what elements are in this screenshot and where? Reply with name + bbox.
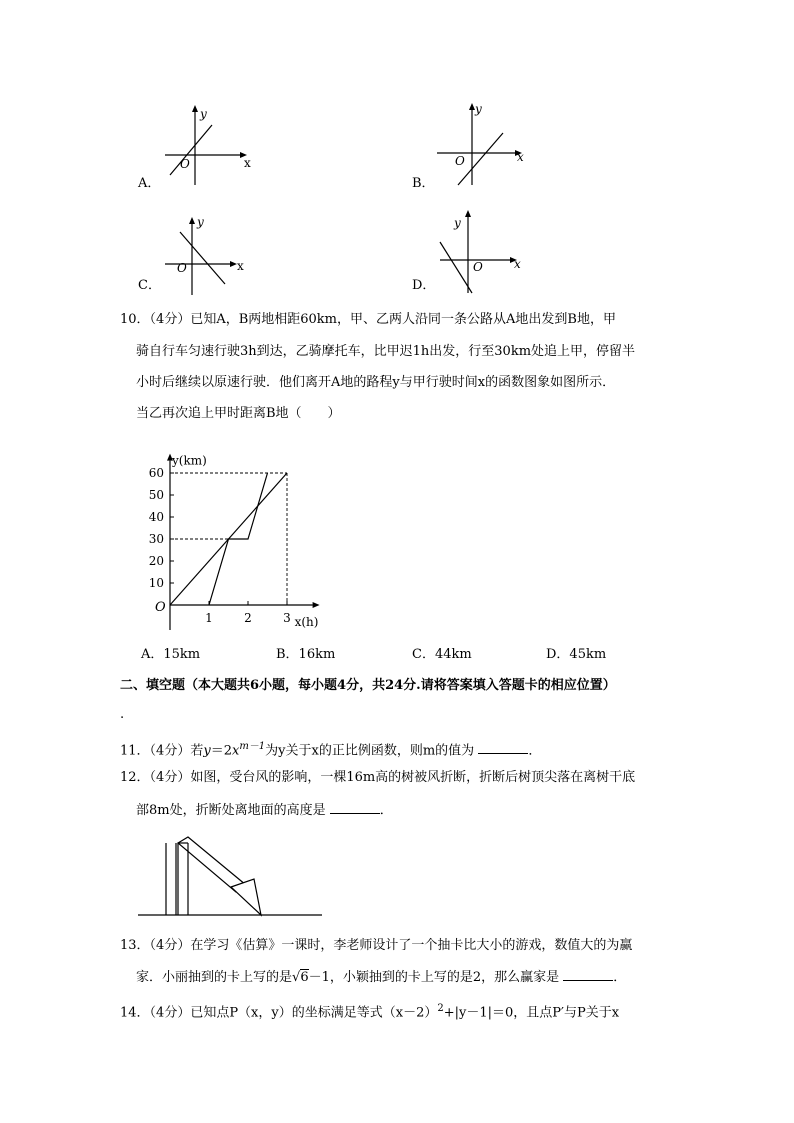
- q12-line2-wrap: [136, 801, 393, 820]
- q9c-y-label: y: [197, 215, 204, 229]
- x-tick-label-2: 2: [244, 611, 252, 625]
- x-tick-label-1: 1: [205, 611, 213, 625]
- x-axis-label: x(h): [294, 615, 319, 629]
- q9b-origin: O: [455, 154, 465, 168]
- q11-answer-blank[interactable]: [478, 741, 528, 754]
- q14-line1: [120, 1000, 619, 1022]
- q9-option-d-label: D．: [412, 278, 436, 293]
- q9c-x-label: x: [237, 259, 244, 273]
- q9c-origin: O: [177, 261, 187, 275]
- y-tick-label-30: 30: [148, 532, 164, 546]
- q11-formula-x: x: [231, 743, 240, 759]
- q9-graph-c: [155, 210, 265, 300]
- q9-option-c-label: C．: [138, 278, 161, 293]
- q13-line1: 13．（4分）在学习《估算》一课时，李老师设计了一个抽卡比大小的游戏，数值大的为赢: [120, 938, 633, 953]
- q12-line1: 12．（4分）如图，受台风的影响，一棵16m高的树被风折断，折断后树顶尖落在离树干底: [120, 770, 636, 785]
- y-tick-label-20: 20: [148, 554, 164, 568]
- x-axis-arrow: [313, 602, 320, 608]
- q13-line2-b: －1，小颖抽到的卡上写的是2，那么赢家是: [308, 970, 560, 985]
- q11-exponent: m－1: [239, 741, 266, 752]
- q11-line: [120, 738, 541, 760]
- sqrt-symbol: √6: [292, 970, 309, 985]
- q9d-origin: O: [473, 260, 483, 274]
- q11-prefix: 11．（4分）若: [120, 743, 204, 759]
- q9-option-b-label: B．: [412, 176, 435, 191]
- q12-answer-blank[interactable]: [330, 801, 380, 814]
- q9-graph-a: [150, 100, 270, 190]
- q12-end: ．: [379, 803, 393, 818]
- q13-line2: [136, 968, 626, 987]
- q11-middle: 为y关于x的正比例函数，则m的值为: [265, 743, 475, 759]
- q9a-origin: O: [180, 157, 190, 171]
- q9b-y-label: y: [475, 102, 482, 116]
- q13-radicand: 6: [300, 970, 309, 985]
- y-tick-label-60: 60: [148, 466, 164, 480]
- q9a-y-label: y: [200, 107, 207, 121]
- q11-formula-y: y: [203, 743, 211, 759]
- q10-line1: 10．（4分）已知A，B两地相距60km，甲、乙两人沿同一条公路从A地出发到B地，甲: [120, 312, 616, 327]
- q13-line2-a: 家．小丽抽到的卡上写的是: [136, 970, 293, 985]
- q10-line2: 骑自行车匀速行驶3h到达，乙骑摩托车，比甲迟1h出发，行至30km处追上甲，停留半: [136, 344, 636, 359]
- section2-heading: 二、填空题（本大题共6小题，每小题4分，共24分.请将答案填入答题卡的相应位置）: [120, 678, 616, 693]
- q12-line2: 部8m处，折断处离地面的高度是: [136, 803, 326, 818]
- q13-end: ．: [613, 970, 627, 985]
- q12-broken-tree-figure: [136, 835, 328, 920]
- q10-line3: 小时后继续以原速行驶．他们离开A地的路程y与甲行驶时间x的函数图象如图所示．: [136, 375, 616, 390]
- q14-line1-b: +|y－1|＝0，且点P′与P关于x: [443, 1005, 620, 1021]
- q14-line1-a: 14．（4分）已知点P（x，y）的坐标满足等式（x－2）: [120, 1005, 438, 1021]
- q9d-x-label: x: [514, 257, 521, 271]
- y-axis-label: y(km): [172, 453, 207, 468]
- q11-end: ．: [528, 743, 542, 759]
- q9-graph-b: [425, 95, 535, 190]
- q9b-x-label: x: [517, 150, 524, 164]
- q9d-y-label: y: [454, 216, 461, 230]
- chart-origin-label: O: [155, 600, 166, 615]
- q10-distance-time-chart: [140, 430, 350, 635]
- x-tick-label-3: 3: [283, 611, 291, 625]
- q14-exp: 2: [437, 1003, 444, 1014]
- q10-option-a: A．15km: [141, 647, 201, 662]
- q9-graph-d: [430, 205, 540, 300]
- y-tick-label-10: 10: [148, 576, 164, 590]
- q13-answer-blank[interactable]: [563, 968, 613, 981]
- q10-option-d: D．45km: [546, 647, 607, 662]
- y-tick-label-40: 40: [148, 510, 164, 524]
- y-tick-label-50: 50: [148, 488, 164, 502]
- section2-trailing-dot: .: [120, 707, 125, 722]
- q11-formula-eq: ＝2: [210, 743, 232, 759]
- q9-option-a-label: A．: [138, 176, 161, 191]
- q10-line4: 当乙再次追上甲时距离B地（ ）: [136, 406, 341, 421]
- q10-option-b: B．16km: [276, 647, 336, 662]
- q9a-x-label: x: [244, 156, 251, 170]
- q10-option-c: C．44km: [412, 647, 472, 662]
